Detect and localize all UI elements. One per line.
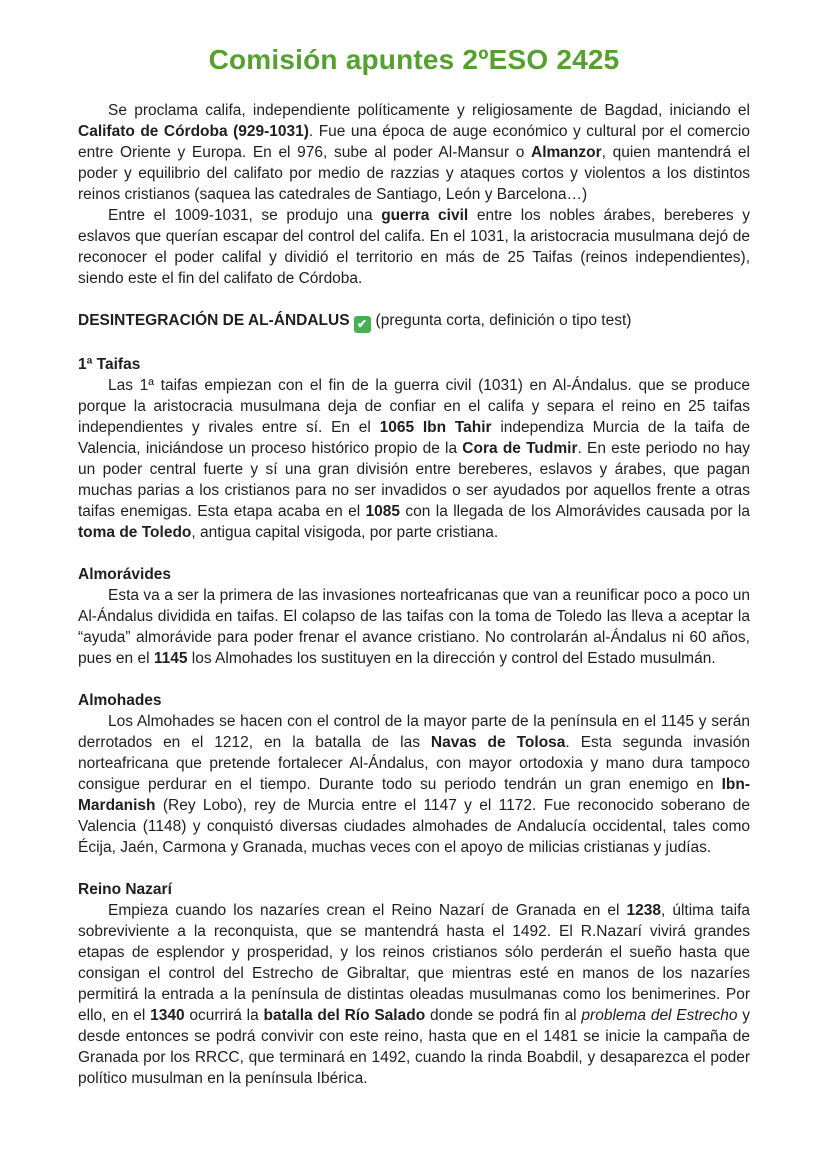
text-run: Esta va a ser la primera de las invasiones norteafricanas que van a reunificar poco a poco un Al-Ándalus dividida en taifas. El colapso de las taifas con la toma de Toledo las lleva a aceptar la “ayuda” almorávide para poder frenar el avance cristiano. No controlarán al-Ándalus ni 60 años, pues en el xyxy=(78,587,750,667)
section-taifas xyxy=(78,354,750,543)
section-paragraph-reino-nazari xyxy=(78,900,750,1089)
intro-paragraph-1 xyxy=(78,100,750,205)
text-run: Empieza cuando los nazaríes crean el Reino Nazarí de Granada en el xyxy=(108,902,627,919)
text-run: entre los nobles árabes, bereberes y eslavos que querían escapar del control del califa. En el 1031, la aristocracia musulmana dejó de reconocer el poder califal y dividió el territorio en más de 25 Taifas (reinos independientes), siendo este el fin del califato de Córdoba. xyxy=(78,207,750,287)
section-heading-taifas: 1ª Taifas xyxy=(78,356,141,373)
main-heading-note: (pregunta corta, definición o tipo test) xyxy=(375,312,632,329)
section-paragraph-almohades xyxy=(78,711,750,858)
text-run: Las 1ª taifas empiezan con el fin de la guerra civil (1031) en Al-Ándalus. que se produce porque la aristocracia musulmana deja de confiar en el califa y separa el reino en 25 taifas independientes y rivales entre sí. En el xyxy=(78,377,750,436)
bold-text-run: Califato de Córdoba (929-1031) xyxy=(78,123,309,140)
bold-text-run: Ibn-Mardanish xyxy=(78,776,750,814)
italic-text-run: problema del Estrecho xyxy=(581,1007,738,1024)
section-almohades xyxy=(78,690,750,858)
bold-text-run: 1238 xyxy=(626,902,662,919)
section-heading-reino-nazari: Reino Nazarí xyxy=(78,881,172,898)
section-reino-nazari xyxy=(78,879,750,1089)
text-run: , última taifa sobreviviente a la reconquista, que se mantendrá hasta el 1492. El R.Nazarí vivirá grandes etapas de esplendor y prosperidad, y los reinos cristianos sólo perderán el sueño hasta que consigan el control del Estrecho de Gibraltar, que mientras esté en manos de los nazaríes permitirá la entrada a la península de distintas oleadas musulmanas como los benimerines. Por ello, en el xyxy=(78,902,751,1024)
text-run: los Almohades los sustituyen en la dirección y control del Estado musulmán. xyxy=(187,650,716,667)
bold-text-run: 1145 xyxy=(153,650,188,667)
bold-text-run: Almanzor xyxy=(531,144,602,161)
intro-paragraph-2 xyxy=(78,205,750,289)
bold-text-run: toma de Toledo xyxy=(78,524,192,541)
section-heading-almoravides: Almorávides xyxy=(78,566,172,583)
text-run: donde se podrá fin al xyxy=(425,1007,582,1024)
text-run: Se proclama califa, independiente políticamente y religiosamente de Bagdad, iniciando el xyxy=(108,102,750,119)
main-heading-text: DESINTEGRACIÓN DE AL-ÁNDALUS xyxy=(78,312,350,329)
text-run: . Fue una época de auge económico y cultural por el comercio entre Oriente y Europa. En el 976, sube al poder Al-Mansur o xyxy=(78,123,750,161)
section-almoravides xyxy=(78,564,750,669)
section-heading-almohades: Almohades xyxy=(78,692,162,709)
check-icon: ✔ xyxy=(354,316,371,333)
text-run: con la llegada de los Almorávides causada por la xyxy=(400,503,750,520)
text-run: ocurrirá la xyxy=(184,1007,264,1024)
bold-text-run: Navas de Tolosa xyxy=(430,734,566,751)
text-run: Los Almohades se hacen con el control de la mayor parte de la península en el 1145 y serán derrotados en el 1212, en la batalla de las xyxy=(78,713,750,751)
section-paragraph-taifas xyxy=(78,375,750,543)
text-run: (Rey Lobo), rey de Murcia entre el 1147 y el 1172. Fue reconocido soberano de Valencia (1148) y conquistó diversas ciudades almohades de Andalucía occidental, tales como Écija, Jaén, Carmona y Granada, muchas veces con el apoyo de milicias cristianas y judías. xyxy=(78,797,750,856)
text-run: Entre el 1009-1031, se produjo una xyxy=(108,207,382,224)
text-run: y desde entonces se podrá convivir con este reino, hasta que en el 1481 se inicie la campaña de Granada por los RRCC, que terminará en 1492, cuando la rinda Boabdil, y desaparezca el poder político musulman en la península Ibérica. xyxy=(78,1007,751,1087)
text-run: , quien mantendrá el poder y equilibrio del califato por medio de razzias y ataques cortos y violentos a los distintos reinos cristianos (saquea las catedrales de Santiago, León y Barcelona…) xyxy=(78,144,750,203)
main-heading xyxy=(78,310,750,333)
bold-text-run: batalla del Río Salado xyxy=(263,1007,426,1024)
text-run: . Esta segunda invasión norteafricana que pretende fortalecer Al-Ándalus, con mayor ortodoxia y mano dura tampoco consigue perdurar en el tiempo. Durante todo su periodo tendrán un gran enemigo en xyxy=(78,734,750,793)
bold-text-run: guerra civil xyxy=(381,207,469,224)
text-run: , antigua capital visigoda, por parte cristiana. xyxy=(191,524,499,541)
section-paragraph-almoravides xyxy=(78,585,750,669)
text-run: independiza Murcia de la taifa de Valencia, iniciándose un proceso histórico propio de la xyxy=(78,419,750,457)
page-title: Comisión apuntes 2ºESO 2425 xyxy=(208,44,620,75)
bold-text-run: 1085 xyxy=(365,503,401,520)
text-run: . En este periodo no hay un poder central fuerte y sí una gran división entre bereberes, eslavos y árabes, que pagan muchas parias a los cristianos para no ser invadidos o ser ayudados por aquellos frente a otras taifas enemigas. Esta etapa acaba en el xyxy=(78,440,751,520)
bold-text-run: 1340 xyxy=(150,1007,185,1024)
bold-text-run: Cora de Tudmir xyxy=(462,440,578,457)
bold-text-run: 1065 Ibn Tahir xyxy=(379,419,492,436)
